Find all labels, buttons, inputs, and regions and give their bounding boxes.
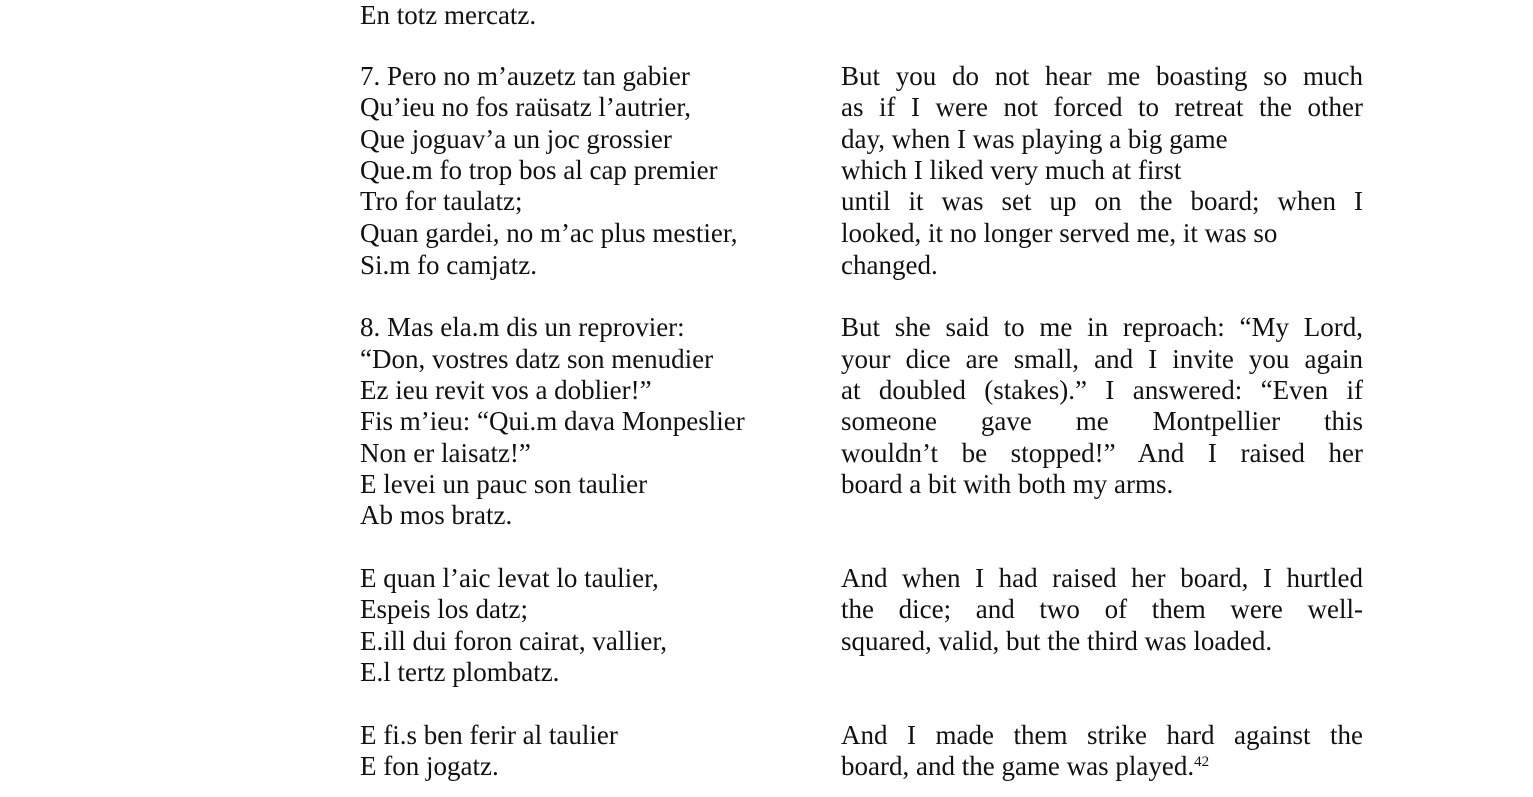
original-line: En totz mercatz. (360, 0, 537, 30)
original-line: “Don, vostres datz son menudier (360, 344, 714, 374)
translation-line: changed. (841, 250, 938, 280)
translation-line: someone gave me Montpellier this (841, 406, 1363, 436)
translation-line: But she said to me in reproach: “My Lord, (841, 312, 1363, 342)
translation-line: squared, valid, but the third was loaded. (841, 626, 1273, 656)
translation-line: until it was set up on the board; when I (841, 186, 1363, 216)
translation-line: And when I had raised her board, I hurtled (841, 563, 1363, 593)
original-line: Espeis los datz; (360, 594, 528, 624)
translation-line: But you do not hear me boasting so much (841, 61, 1363, 91)
footnote-marker[interactable]: 42 (1194, 754, 1210, 770)
original-line: Ez ieu revit vos a doblier!” (360, 375, 652, 405)
translation-line: board a bit with both my arms. (841, 469, 1174, 499)
translation-line: which I liked very much at first (841, 155, 1182, 185)
original-line: Que joguav’a un joc grossier (360, 124, 672, 154)
translation-line: as if I were not forced to retreat the other (841, 92, 1363, 122)
original-line: Non er laisatz!” (360, 438, 531, 468)
original-line: Tro for taulatz; (360, 186, 523, 216)
original-line: Ab mos bratz. (360, 500, 513, 530)
stanza-8-original-line-1: 8. Mas ela.m dis un reprovier: (360, 312, 685, 342)
translation-line: your dice are small, and I invite you again (841, 344, 1363, 374)
original-line: E.ill dui foron cairat, vallier, (360, 626, 668, 656)
translation-line: day, when I was playing a big game (841, 124, 1228, 154)
original-line: E.l tertz plombatz. (360, 657, 560, 687)
original-line: Qu’ieu no fos raüsatz l’autrier, (360, 92, 692, 122)
original-line: E fon jogatz. (360, 751, 499, 781)
translation-line-last (841, 751, 1363, 782)
original-line: Quan gardei, no m’ac plus mestier, (360, 218, 738, 248)
original-line: Fis m’ieu: “Qui.m dava Monpeslier (360, 406, 745, 436)
translation-line: at doubled (stakes).” I answered: “Even if (841, 375, 1363, 405)
translation-line-text: board, and the game was played. (841, 751, 1195, 781)
stanza-7-original-line-1: 7. Pero no m’auzetz tan gabier (360, 61, 690, 91)
tornada-2-original-line-1: E fi.s ben ferir al taulier (360, 720, 618, 750)
translation-line: looked, it no longer served me, it was so (841, 218, 1278, 248)
translation-line: the dice; and two of them were well- (841, 594, 1363, 624)
tornada-1-original-line-1: E quan l’aic levat lo taulier, (360, 563, 659, 593)
original-line: Que.m fo trop bos al cap premier (360, 155, 718, 185)
translation-line: wouldn’t be stopped!” And I raised her (841, 438, 1363, 468)
translation-line: And I made them strike hard against the (841, 720, 1363, 750)
original-line: Si.m fo camjatz. (360, 250, 537, 280)
original-line: E levei un pauc son taulier (360, 469, 648, 499)
